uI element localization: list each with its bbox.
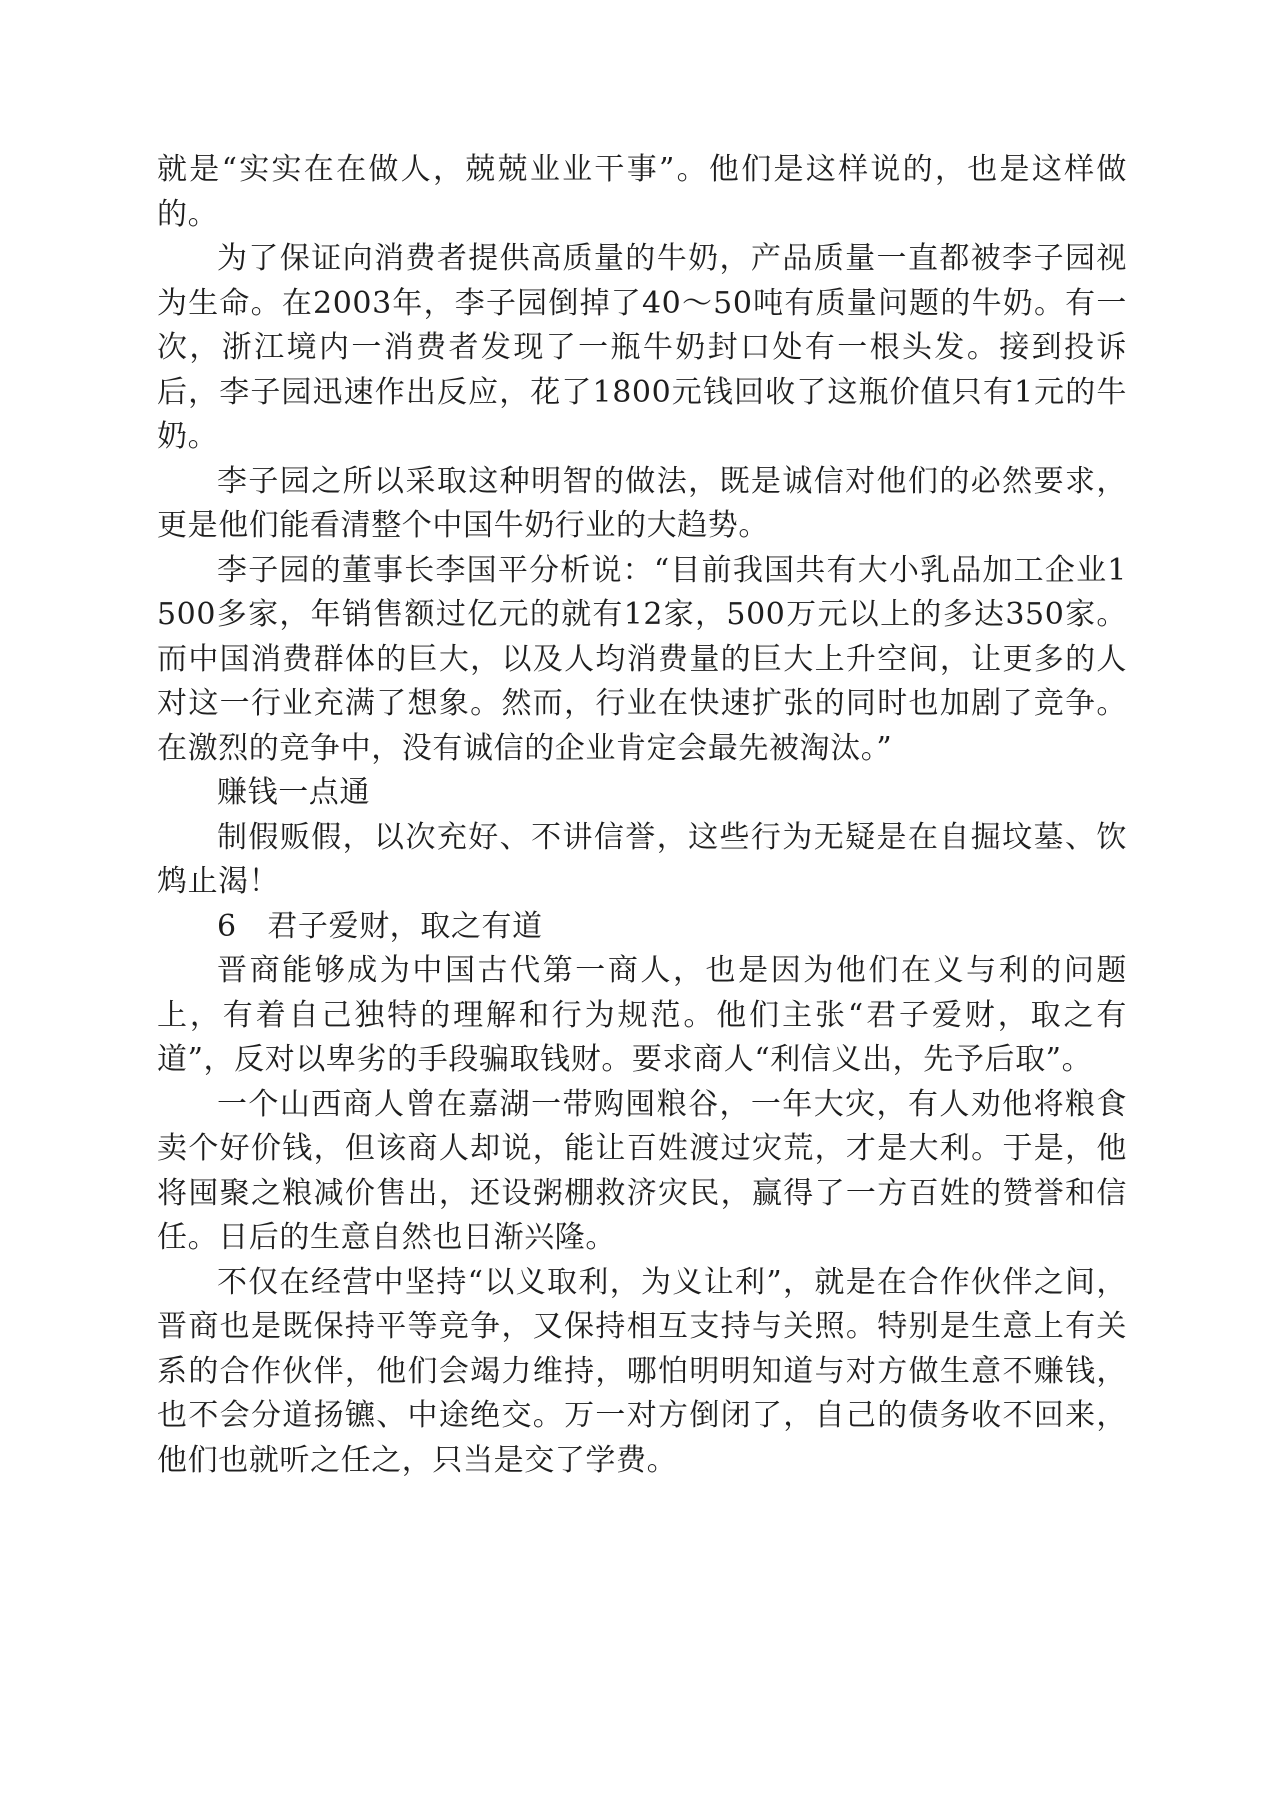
paragraph: 李子园的董事长李国平分析说：“目前我国共有大小乳品加工企业1500多家，年销售额过亿元的就有12家，500万元以上的多达350家。而中国消费群体的巨大，以及人均消费量的巨大上升空间，让更多的人对这一行业充满了想象。然而，行业在快速扩张的同时也加剧了竞争。在激烈的竞争中，没有诚信的企业肯定会最先被淘汰。”: [157, 552, 1127, 766]
paragraph: 晋商能够成为中国古代第一商人，也是因为他们在义与利的问题上，有着自己独特的理解和行为规范。他们主张“君子爱财，取之有道”，反对以卑劣的手段骗取钱财。要求商人“利信义出，先予后取”。: [157, 953, 1127, 1077]
paragraph-continuation: 就是“实实在在做人，兢兢业业干事”。他们是这样说的，也是这样做的。: [157, 152, 1127, 232]
body-text: [157, 148, 1127, 1483]
section-heading: 6 君子爱财，取之有道: [217, 908, 543, 944]
subheading: 赚钱一点通: [217, 775, 370, 810]
paragraph: 不仅在经营中坚持“以义取利，为义让利”，就是在合作伙伴之间，晋商也是既保持平等竞争，又保持相互支持与关照。特别是生意上有关系的合作伙伴，他们会竭力维持，哪怕明明知道与对方做生意不赚钱，也不会分道扬镳、中途绝交。万一对方倒闭了，自己的债务收不回来，他们也就听之任之，只当是交了学费。: [157, 1264, 1127, 1478]
paragraph: 李子园之所以采取这种明智的做法，既是诚信对他们的必然要求，更是他们能看清整个中国牛奶行业的大趋势。: [157, 463, 1127, 543]
paragraph: 一个山西商人曾在嘉湖一带购囤粮谷，一年大灾，有人劝他将粮食卖个好价钱，但该商人却说，能让百姓渡过灾荒，才是大利。于是，他将囤聚之粮减价售出，还设粥棚救济灾民，赢得了一方百姓的赞誉和信任。日后的生意自然也日渐兴隆。: [157, 1086, 1127, 1255]
paragraph: 为了保证向消费者提供高质量的牛奶，产品质量一直都被李子园视为生命。在2003年，李子园倒掉了40～50吨有质量问题的牛奶。有一次，浙江境内一消费者发现了一瓶牛奶封口处有一根头发。接到投诉后，李子园迅速作出反应，花了1800元钱回收了这瓶价值只有1元的牛奶。: [157, 241, 1127, 454]
paragraph: 制假贩假，以次充好、不讲信誉，这些行为无疑是在自掘坟墓、饮鸩止渴！: [157, 819, 1127, 899]
